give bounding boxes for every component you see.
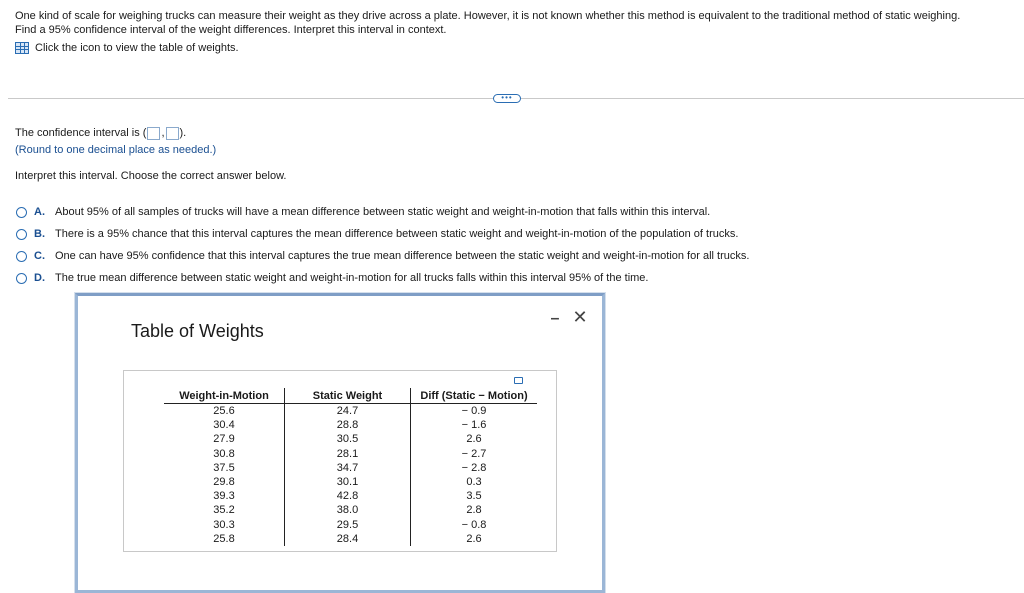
option-b-text: There is a 95% chance that this interval captures the mean difference between static weight and weight-in-motion of the population of trucks. <box>55 228 739 240</box>
option-c-letter: C. <box>34 250 45 262</box>
cell-diff: − 2.7 <box>411 447 538 461</box>
copy-icon[interactable] <box>514 377 523 384</box>
option-c-text: One can have 95% confidence that this interval captures the true mean difference between the static weight and weight-in-motion for all trucks. <box>55 250 750 262</box>
ci-comma: , <box>161 127 165 139</box>
cell-diff: − 1.6 <box>411 418 538 432</box>
option-b-letter: B. <box>34 228 45 240</box>
header-weight-in-motion: Weight-in-Motion <box>164 388 285 404</box>
cell-static: 38.0 <box>285 503 411 517</box>
confidence-interval-line <box>15 126 186 140</box>
weights-modal <box>75 293 605 593</box>
cell-motion: 35.2 <box>213 504 235 517</box>
table-row <box>164 461 537 475</box>
question-text <box>15 9 1015 37</box>
question-line-2: Find a 95% confidence interval of the weight differences. Interpret this interval in context. <box>15 24 447 36</box>
option-a[interactable] <box>16 205 710 219</box>
table-row <box>164 503 537 517</box>
cell-static: 30.1 <box>285 475 411 489</box>
cell-motion: 37.5 <box>213 461 235 474</box>
cell-diff: − 0.8 <box>411 518 538 532</box>
option-d-letter: D. <box>34 272 45 284</box>
ci-upper-input[interactable] <box>166 127 179 140</box>
cell-diff: 0.3 <box>411 475 538 489</box>
radio-c[interactable] <box>16 251 27 262</box>
cell-diff: − 2.8 <box>411 461 538 475</box>
table-grid-icon[interactable] <box>15 42 29 54</box>
header-static-weight: Static Weight <box>285 388 411 404</box>
ci-suffix: ). <box>179 127 187 139</box>
cell-diff: − 0.9 <box>411 404 538 419</box>
cell-motion: 30.3 <box>213 518 235 531</box>
radio-a[interactable] <box>16 207 27 218</box>
cell-static: 28.8 <box>285 418 411 432</box>
option-d-text: The true mean difference between static weight and weight-in-motion for all trucks falls within this interval 95% of the time. <box>55 272 649 284</box>
option-a-text: About 95% of all samples of trucks will have a mean difference between static weight and weight-in-motion that falls within this interval. <box>55 206 711 218</box>
cell-diff: 2.8 <box>411 503 538 517</box>
radio-d[interactable] <box>16 273 27 284</box>
cell-diff: 2.6 <box>411 532 538 546</box>
cell-motion: 27.9 <box>213 433 235 446</box>
cell-motion: 30.4 <box>213 419 235 432</box>
cell-static: 28.1 <box>285 447 411 461</box>
cell-motion: 30.8 <box>213 447 235 460</box>
cell-diff: 2.6 <box>411 432 538 446</box>
table-row <box>164 418 537 432</box>
table-link[interactable] <box>15 40 239 56</box>
weights-table-panel <box>123 370 557 552</box>
question-line-1: One kind of scale for weighing trucks can measure their weight as they drive across a plate. However, it is not known whether this method is equivalent to the traditional method of static weighing. <box>15 10 961 22</box>
cell-static: 30.5 <box>285 432 411 446</box>
cell-motion: 29.8 <box>213 476 235 489</box>
cell-static: 42.8 <box>285 489 411 503</box>
cell-motion: 39.3 <box>213 490 235 503</box>
table-row <box>164 432 537 446</box>
cell-motion: 25.8 <box>213 532 235 545</box>
table-row <box>164 404 537 419</box>
ci-prefix: The confidence interval is ( <box>15 127 147 139</box>
cell-static: 34.7 <box>285 461 411 475</box>
ci-lower-input[interactable] <box>147 127 160 140</box>
weights-table <box>164 388 537 546</box>
cell-static: 24.7 <box>285 404 411 419</box>
table-link-label: Click the icon to view the table of weights. <box>35 42 239 54</box>
minimize-button[interactable]: – <box>550 310 560 327</box>
cell-static: 28.4 <box>285 532 411 546</box>
option-c[interactable] <box>16 249 749 263</box>
interpret-prompt: Interpret this interval. Choose the correct answer below. <box>15 170 287 182</box>
round-note: (Round to one decimal place as needed.) <box>15 144 217 156</box>
table-row <box>164 447 537 461</box>
option-a-letter: A. <box>34 206 45 218</box>
table-header-row <box>164 388 537 404</box>
cell-static: 29.5 <box>285 518 411 532</box>
cell-motion: 25.6 <box>213 405 235 418</box>
table-row <box>164 532 537 546</box>
table-row <box>164 489 537 503</box>
modal-title: Table of Weights <box>131 321 264 341</box>
radio-b[interactable] <box>16 229 27 240</box>
header-diff: Diff (Static − Motion) <box>411 388 538 404</box>
close-icon[interactable]: ✕ <box>572 307 588 327</box>
more-button[interactable]: ••• <box>493 94 521 103</box>
option-b[interactable] <box>16 227 738 241</box>
cell-diff: 3.5 <box>411 489 538 503</box>
table-row <box>164 518 537 532</box>
table-row <box>164 475 537 489</box>
option-d[interactable] <box>16 271 648 285</box>
